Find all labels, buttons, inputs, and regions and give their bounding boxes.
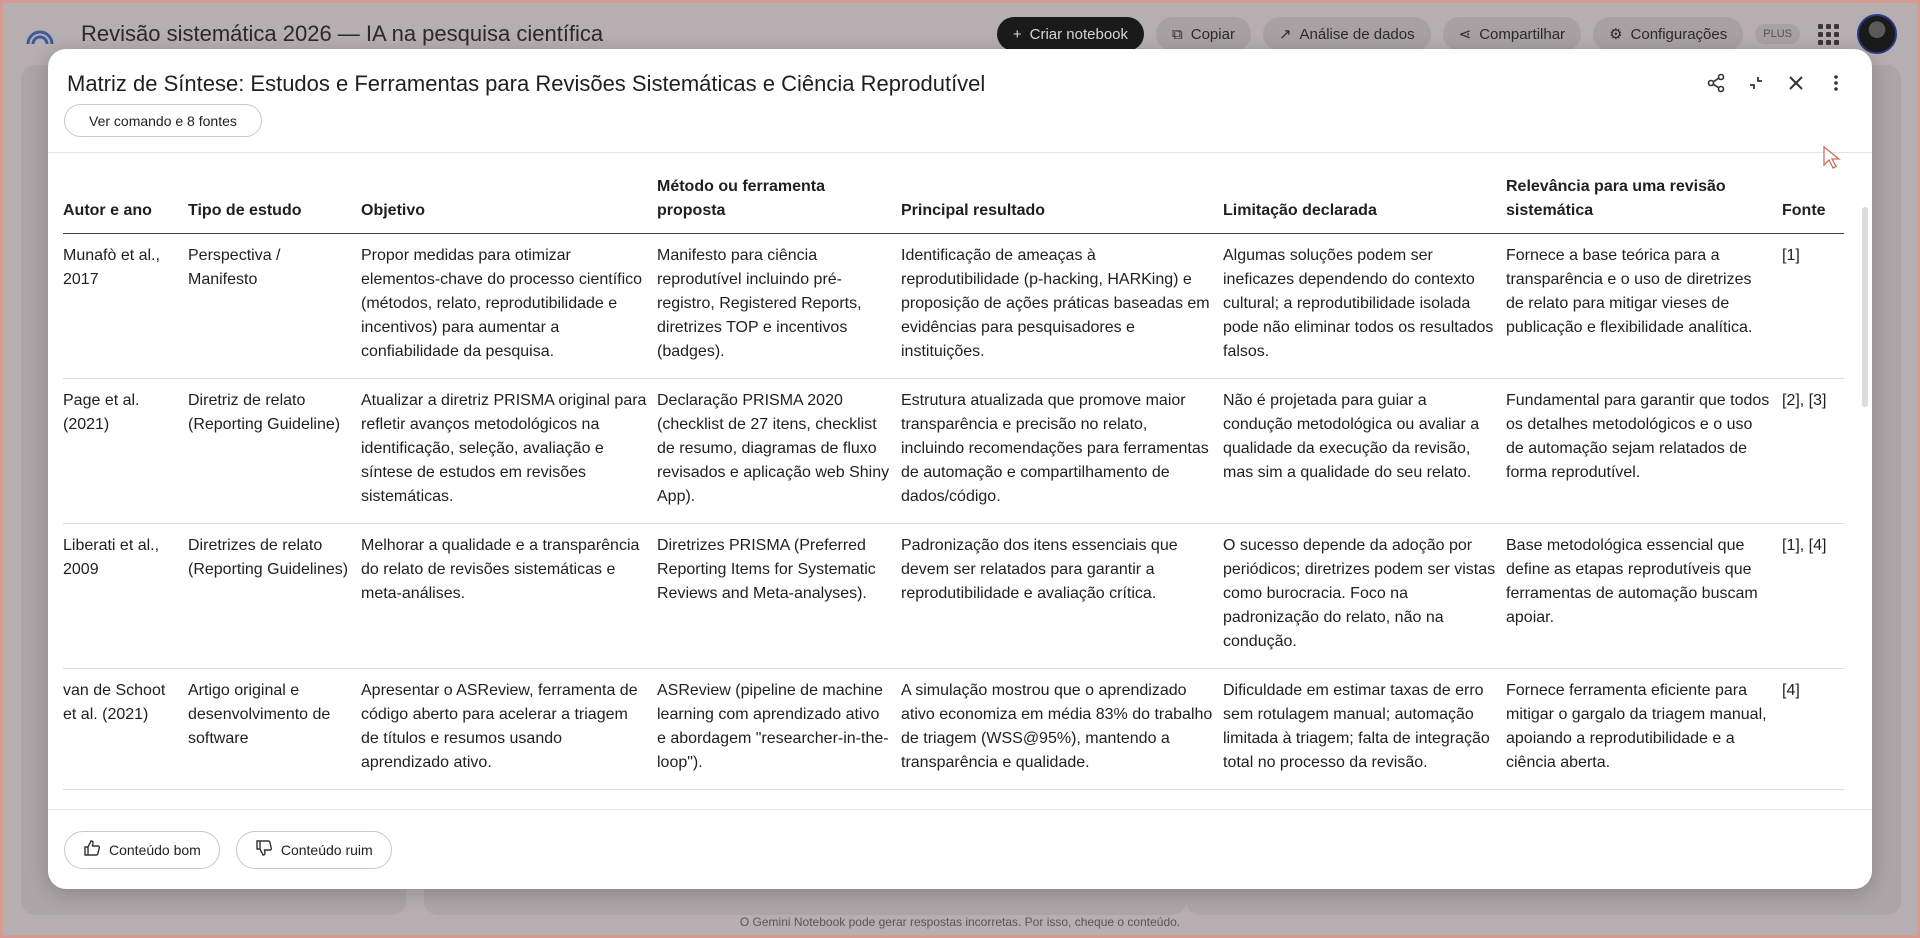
table-cell: Padronização dos itens essenciais que devem ser relatados para garantir a reprodutibilidade e avaliação crítica. xyxy=(901,524,1223,669)
table-cell: Artigo original e desenvolvimento de software xyxy=(188,669,361,790)
bad-content-button[interactable] xyxy=(236,831,392,869)
table-cell: [4] xyxy=(1782,669,1844,790)
table-cell: Algumas soluções podem ser ineficazes dependendo do contexto cultural; a reprodutibilidade isolada pode não eliminar todos os resultados falsos. xyxy=(1223,234,1506,379)
table-cell: van de Schoot et al. (2021) xyxy=(63,669,188,790)
bad-content-label: Conteúdo ruim xyxy=(280,841,373,858)
disclaimer-text: O Gemini Notebook pode gerar respostas incorretas. Por isso, cheque o conteúdo. xyxy=(739,915,1181,929)
thumbs-down-icon xyxy=(255,839,273,860)
thumbs-up-icon xyxy=(83,839,101,860)
table-cell: Page et al. (2021) xyxy=(63,379,188,524)
table-row xyxy=(63,234,1844,379)
table-cell: Declaração PRISMA 2020 (checklist de 27 itens, checklist de resumo, diagramas de fluxo revisados e aplicação web Shiny App). xyxy=(657,379,901,524)
good-content-label: Conteúdo bom xyxy=(109,841,201,858)
table-cell: ASReview (pipeline de machine learning com aprendizado ativo e abordagem "researcher-in-the-loop"). xyxy=(657,669,901,790)
column-header: Método ou ferramenta proposta xyxy=(657,153,901,234)
table-scrollbar[interactable] xyxy=(1862,207,1868,407)
trend-icon: ↗ xyxy=(1278,26,1292,43)
table-cell: Melhorar a qualidade e a transparência do relato de revisões sistemáticas e meta-análises. xyxy=(361,524,657,669)
table-row xyxy=(63,669,1844,790)
synthesis-matrix-dialog xyxy=(48,49,1872,889)
mouse-cursor-icon xyxy=(1822,145,1842,176)
table-cell: Liberati et al., 2009 xyxy=(63,524,188,669)
create-notebook-label: Criar notebook xyxy=(1029,25,1129,43)
table-cell: [1], [4] xyxy=(1782,524,1844,669)
column-header: Principal resultado xyxy=(901,153,1223,234)
settings-label: Configurações xyxy=(1630,25,1728,43)
share-icon: ⋖ xyxy=(1458,26,1472,43)
column-header: Objetivo xyxy=(361,153,657,234)
table-cell: Identificação de ameaças à reprodutibilidade (p-hacking, HARKing) e proposição de ações práticas baseadas em evidências para pesquisadores e instituições. xyxy=(901,234,1223,379)
table-cell: Dificuldade em estimar taxas de erro sem rotulagem manual; automação limitada à triagem; falta de integração total no processo da revisão. xyxy=(1223,669,1506,790)
settings-button[interactable] xyxy=(1593,17,1743,51)
close-icon[interactable] xyxy=(1784,71,1808,95)
table-header-row xyxy=(63,153,1844,234)
table-cell: A simulação mostrou que o aprendizado ativo economiza em média 83% do trabalho de triagem (WSS@95%), mantendo a transparência e qualidade. xyxy=(901,669,1223,790)
table-cell: Fornece ferramenta eficiente para mitigar o gargalo da triagem manual, apoiando a reprodutibilidade e a ciência aberta. xyxy=(1506,669,1782,790)
table-cell: Manifesto para ciência reprodutível incluindo pré-registro, Registered Reports, diretrizes TOP e incentivos (badges). xyxy=(657,234,901,379)
table-cell: Base metodológica essencial que define as etapas reprodutíveis que ferramentas de automação buscam apoiar. xyxy=(1506,524,1782,669)
table-cell: Estrutura atualizada que promove maior transparência e precisão no relato, incluindo recomendações para ferramentas de automação e compartilhamento de dados/código. xyxy=(901,379,1223,524)
copy-icon: ⧉ xyxy=(1172,25,1183,43)
create-notebook-button[interactable] xyxy=(997,17,1144,51)
table-row xyxy=(63,379,1844,524)
table-cell: [1] xyxy=(1782,234,1844,379)
copy-label: Copiar xyxy=(1190,25,1235,43)
dialog-title: Matriz de Síntese: Estudos e Ferramentas para Revisões Sistemáticas e Ciência Reprodutível xyxy=(67,71,986,96)
data-analysis-label: Análise de dados xyxy=(1299,25,1415,43)
column-header: Tipo de estudo xyxy=(188,153,361,234)
table-cell: Fundamental para garantir que todos os detalhes metodológicos e o uso de automação sejam relatados de forma reprodutível. xyxy=(1506,379,1782,524)
dialog-header xyxy=(48,49,1872,153)
table-cell: Atualizar a diretriz PRISMA original para refletir avanços metodológicos na identificação, seleção, avaliação e síntese de estudos em revisões sistemáticas. xyxy=(361,379,657,524)
more-vert-icon[interactable] xyxy=(1824,71,1848,95)
share-button[interactable] xyxy=(1443,17,1581,51)
synthesis-table xyxy=(63,153,1844,790)
share-label: Compartilhar xyxy=(1479,25,1566,43)
apps-grid-icon[interactable] xyxy=(1818,24,1839,45)
plan-badge: PLUS xyxy=(1755,24,1800,44)
column-header: Limitação declarada xyxy=(1223,153,1506,234)
plus-icon: + xyxy=(1012,25,1022,43)
table-cell: Diretrizes de relato (Reporting Guidelines) xyxy=(188,524,361,669)
table-cell: Perspectiva / Manifesto xyxy=(188,234,361,379)
table-cell: Propor medidas para otimizar elementos-chave do processo científico (métodos, relato, reprodutibilidade e incentivos) para aumentar a confiabilidade da pesquisa. xyxy=(361,234,657,379)
gear-icon: ⚙ xyxy=(1609,26,1623,43)
table-row xyxy=(63,524,1844,669)
table-cell: [2], [3] xyxy=(1782,379,1844,524)
table-cell: Diretrizes PRISMA (Preferred Reporting Items for Systematic Reviews and Meta-analyses). xyxy=(657,524,901,669)
table-cell: Não é projetada para guiar a condução metodológica ou avaliar a qualidade da execução da revisão, mas sim a qualidade do seu relato. xyxy=(1223,379,1506,524)
copy-button[interactable] xyxy=(1156,17,1251,51)
avatar[interactable] xyxy=(1857,14,1897,54)
share-icon[interactable] xyxy=(1704,71,1728,95)
table-cell: Apresentar o ASReview, ferramenta de código aberto para acelerar a triagem de títulos e resumos usando aprendizado ativo. xyxy=(361,669,657,790)
table-cell: Diretriz de relato (Reporting Guideline) xyxy=(188,379,361,524)
table-cell: Munafò et al., 2017 xyxy=(63,234,188,379)
table-cell: O sucesso depende da adoção por periódicos; diretrizes podem ser vistas como burocracia. Foco na padronização do relato, não na condução. xyxy=(1223,524,1506,669)
column-header: Fonte xyxy=(1782,153,1844,234)
good-content-button[interactable] xyxy=(64,831,220,869)
table-cell: Fornece a base teórica para a transparência e o uso de diretrizes de relato para mitigar vieses de publicação e flexibilidade analítica. xyxy=(1506,234,1782,379)
column-header: Relevância para uma revisão sistemática xyxy=(1506,153,1782,234)
synthesis-table-container[interactable] xyxy=(48,153,1872,809)
app-logo-icon[interactable] xyxy=(23,17,57,51)
dialog-footer xyxy=(48,809,1872,889)
collapse-icon[interactable] xyxy=(1744,71,1768,95)
data-analysis-button[interactable] xyxy=(1263,17,1431,51)
column-header: Autor e ano xyxy=(63,153,188,234)
notebook-title: Revisão sistemática 2026 — IA na pesquisa científica xyxy=(81,21,604,46)
view-sources-button[interactable]: Ver comando e 8 fontes xyxy=(64,104,262,137)
